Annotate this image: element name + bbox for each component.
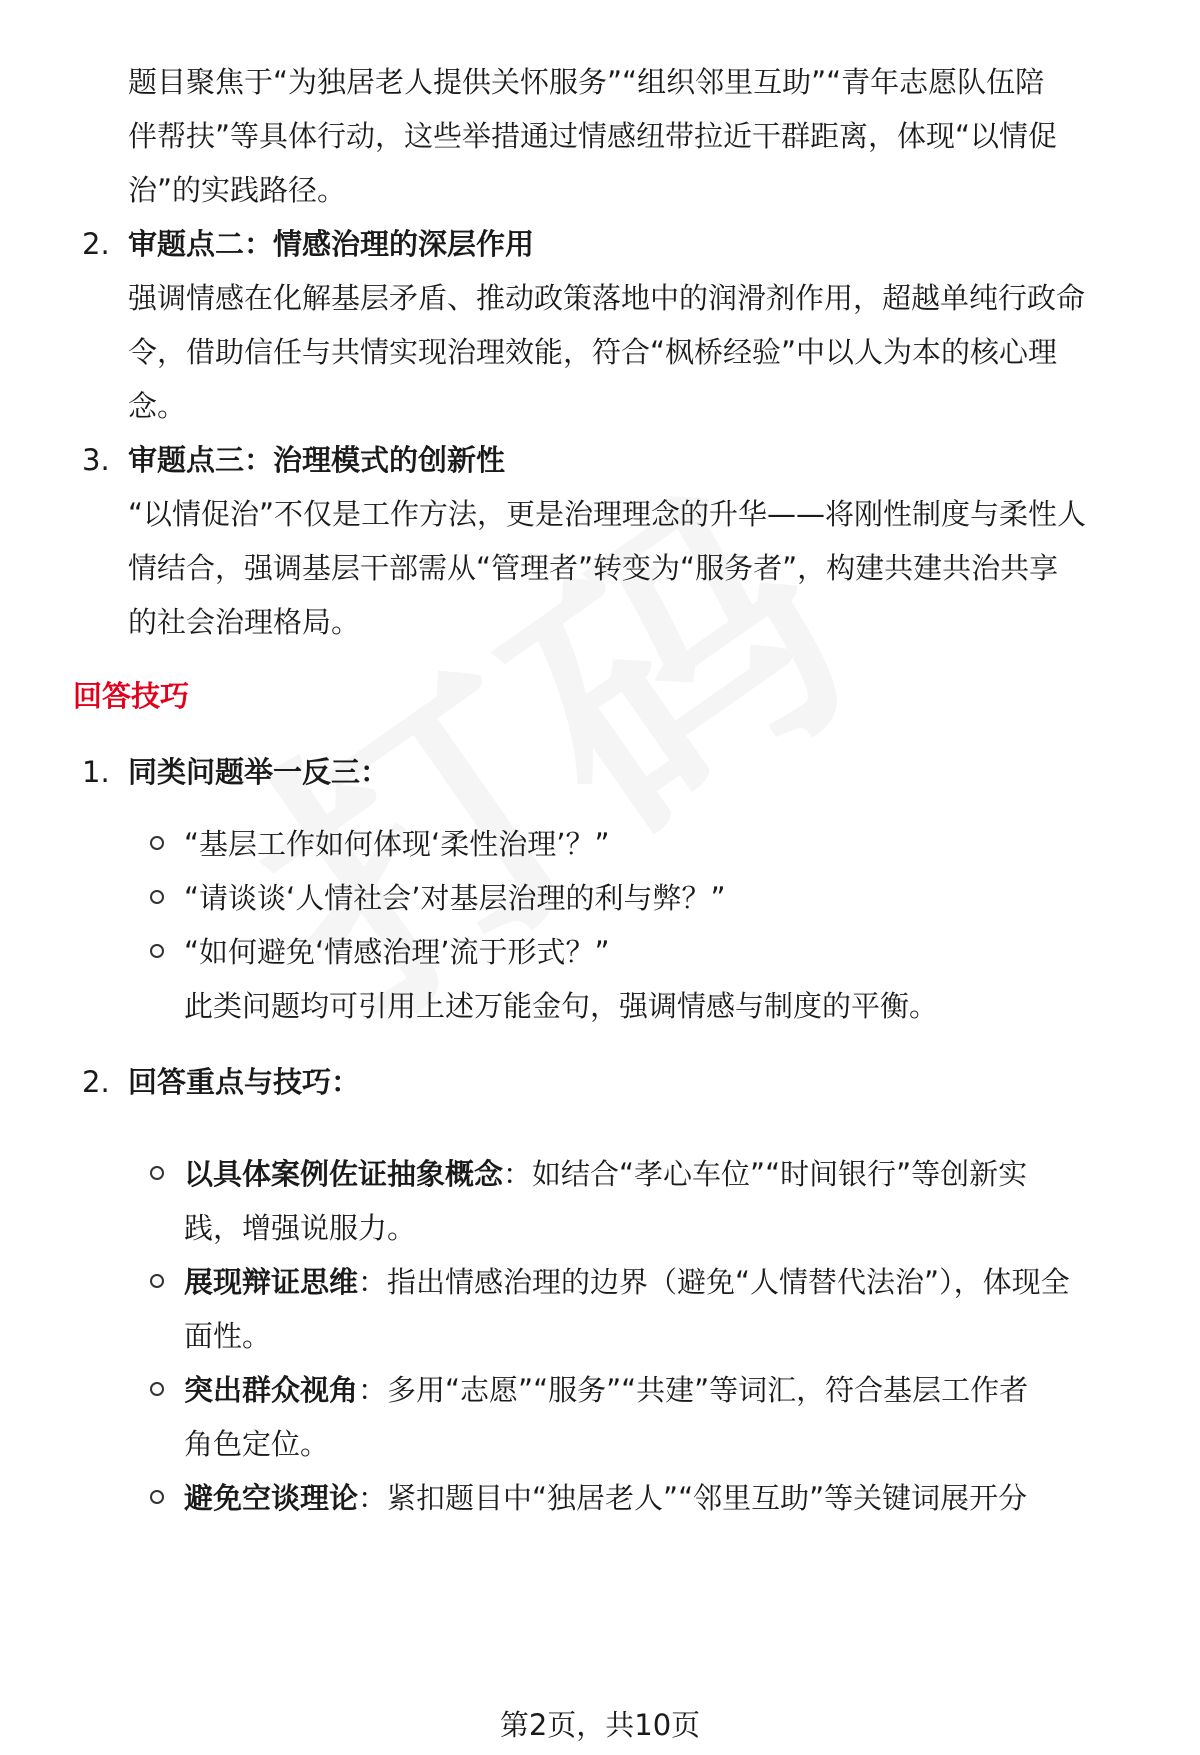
tip2-item-2-cont: 面性。 (184, 1319, 272, 1353)
bullet-icon (150, 1490, 164, 1504)
point2-number: 2. (82, 227, 110, 261)
tip2-item-3-text: ：多用“志愿”“服务”“共建”等词汇，符合基层工作者 (358, 1373, 1029, 1407)
tip2-item-2-label: 展现辩证思维 (184, 1265, 359, 1299)
tip2-item-2-text: ：指出情感治理的边界（避免“人情替代法治”），体现全 (358, 1265, 1070, 1299)
intro-line-3: 治”的实践路径。 (128, 173, 347, 207)
point2-title: 审题点二：情感治理的深层作用 (128, 227, 535, 261)
tip1-note: 此类问题均可引用上述万能金句，强调情感与制度的平衡。 (184, 989, 939, 1023)
tip2-item-1-label: 以具体案例佐证抽象概念 (184, 1157, 504, 1191)
point3-line-2: 情结合，强调基层干部需从“管理者”转变为“服务者”，构建共建共治共享 (128, 551, 1059, 585)
bullet-icon (150, 944, 164, 958)
tip2-item-2 (184, 1252, 1144, 1312)
tip2-item-1-text: ：如结合“孝心车位”“时间银行”等创新实 (503, 1157, 1028, 1191)
point2-line-1: 强调情感在化解基层矛盾、推动政策落地中的润滑剂作用，超越单纯行政命 (128, 281, 1086, 315)
tip2-heading (128, 1052, 360, 1112)
bullet-icon (150, 1382, 164, 1396)
intro-line-1: 题目聚焦于“为独居老人提供关怀服务”“组织邻里互助”“青年志愿队伍陪 (128, 65, 1045, 99)
tip2-item-4 (184, 1468, 1144, 1528)
page-footer: 第2页，共10页 (499, 1708, 701, 1742)
point2-line-2: 令，借助信任与共情实现治理效能，符合“枫桥经验”中以人为本的核心理 (128, 335, 1058, 369)
tip2-title: 回答重点与技巧 (128, 1065, 332, 1099)
point3-number: 3. (82, 443, 110, 477)
bullet-icon (150, 836, 164, 850)
tip1-title: 同类问题举一反三 (128, 755, 361, 789)
tip1-item-1: “基层工作如何体现‘柔性治理’？” (184, 827, 610, 861)
point3-line-1: “以情促治”不仅是工作方法，更是治理理念的升华——将刚性制度与柔性人 (128, 497, 1087, 531)
bullet-icon (150, 890, 164, 904)
tip2-number: 2. (82, 1065, 110, 1099)
point2-line-3: 念。 (128, 389, 187, 423)
tip1-item-2: “请谈谈‘人情社会’对基层治理的利与弊？” (184, 881, 726, 915)
tip2-item-4-label: 避免空谈理论 (184, 1481, 359, 1515)
tip1-heading (128, 742, 389, 802)
tip2-item-3 (184, 1360, 1144, 1420)
bullet-icon (150, 1274, 164, 1288)
tip2-item-3-cont: 角色定位。 (184, 1427, 330, 1461)
tip2-item-1-cont: 践，增强说服力。 (184, 1211, 417, 1245)
point3-title: 审题点三：治理模式的创新性 (128, 443, 506, 477)
tip2-item-3-label: 突出群众视角 (184, 1373, 359, 1407)
section-title: 回答技巧 (73, 679, 190, 713)
tip1-colon: ： (360, 755, 390, 789)
tip1-number: 1. (82, 755, 110, 789)
intro-line-2: 伴帮扶”等具体行动，这些举措通过情感纽带拉近干群距离，体现“以情促 (128, 119, 1058, 153)
tip1-item-3: “如何避免‘情感治理’流于形式？” (184, 935, 610, 969)
tip2-colon: ： (331, 1065, 361, 1099)
bullet-icon (150, 1166, 164, 1180)
tip2-item-4-text: ：紧扣题目中“独居老人”“邻里互助”等关键词展开分 (358, 1481, 1028, 1515)
tip2-item-1 (184, 1144, 1144, 1204)
point3-line-3: 的社会治理格局。 (128, 605, 361, 639)
